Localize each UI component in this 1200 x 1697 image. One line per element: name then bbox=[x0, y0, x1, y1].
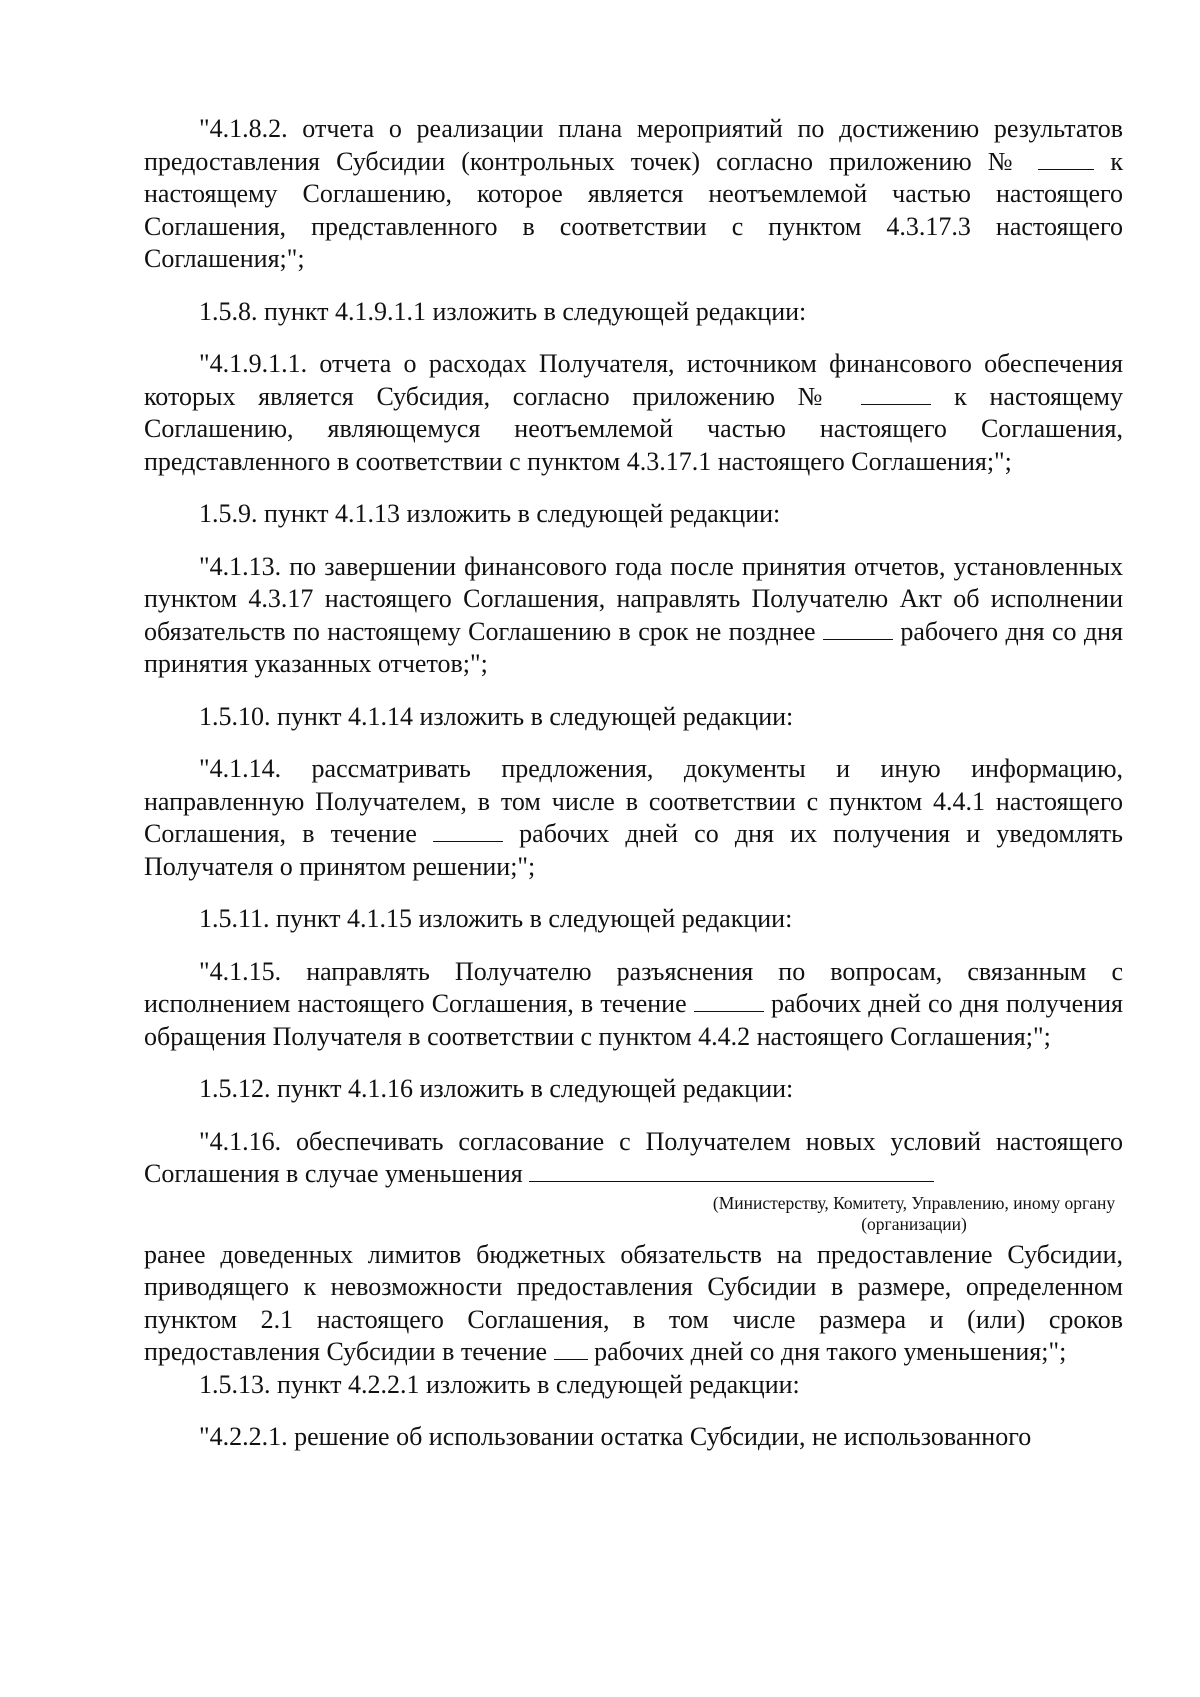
paragraph-4-1-15 bbox=[144, 956, 1123, 1054]
paragraph-4-1-16-continued bbox=[144, 1239, 1123, 1369]
amendment-heading-1-5-12: 1.5.12. пункт 4.1.16 изложить в следующей редакции: bbox=[199, 1074, 794, 1103]
paragraph-text: к настоящему Соглашению, являющемуся неотъемлемой частью настоящего Соглашения, представленного в соответствии с пунктом 4.3.17.1 настоящего Соглашения;"; bbox=[144, 381, 1123, 476]
paragraph-text: рабочих дней со дня такого уменьшения;"; bbox=[587, 1337, 1067, 1366]
paragraph-text: ранее доведенных лимитов бюджетных обязательств на предоставление Субсидии, приводящего к невозможности предоставления Субсидии в размере, определенном пунктом 2.1 настоящего Соглашения, в том числе размера и (или) сроков предоставления Субсидии в течение bbox=[144, 1239, 1123, 1366]
fill-in-blank bbox=[861, 382, 931, 405]
fill-in-blank bbox=[433, 819, 503, 842]
fill-in-blank bbox=[694, 989, 764, 1012]
paragraph-text: рабочего дня со дня принятия указанных отчетов;"; bbox=[144, 616, 1123, 678]
paragraph-4-1-13 bbox=[144, 551, 1123, 681]
paragraph-text: "4.1.9.1.1. отчета о расходах Получателя, источником финансового обеспечения которых является Субсидия, согласно приложению № bbox=[144, 349, 1123, 411]
authority-fill-in-blank bbox=[529, 1159, 934, 1182]
blank-caption: (Министерству, Комитету, Управлению, иному органу (организации) bbox=[712, 1192, 1116, 1234]
paragraph-4-1-8-2 bbox=[144, 113, 1123, 276]
paragraph-4-2-2-1: "4.2.2.1. решение об использовании остатка Субсидии, не использованного bbox=[199, 1422, 1032, 1451]
amendment-heading-1-5-11: 1.5.11. пункт 4.1.15 изложить в следующей редакции: bbox=[199, 904, 793, 933]
paragraph-4-1-16 bbox=[144, 1126, 1123, 1191]
fill-in-blank bbox=[1038, 147, 1094, 170]
paragraph-text: "4.1.8.2. отчета о реализации плана мероприятий по достижению результатов предоставления Субсидии (контрольных точек) согласно приложению № bbox=[144, 114, 1123, 176]
amendment-heading-1-5-13: 1.5.13. пункт 4.2.2.1 изложить в следующей редакции: bbox=[199, 1369, 800, 1399]
fill-in-blank bbox=[823, 617, 893, 640]
paragraph-text: к настоящему Соглашению, которое является неотъемлемой частью настоящего Соглашения, представленного в соответствии с пунктом 4.3.17.3 настоящего Соглашения;"; bbox=[144, 146, 1123, 273]
paragraph-text: "4.1.16. обеспечивать согласование с Получателем новых условий настоящего Соглашения в случае уменьшения bbox=[144, 1126, 1123, 1188]
paragraph-text: "4.1.15. направлять Получателю разъяснения по вопросам, связанным с исполнением настоящего Соглашения, в течение bbox=[144, 956, 1123, 1018]
paragraph-text: "4.1.14. рассматривать предложения, документы и иную информацию, направленную Получателем, в том числе в соответствии с пунктом 4.4.1 настоящего Соглашения, в течение bbox=[144, 754, 1123, 848]
amendment-heading-1-5-9: 1.5.9. пункт 4.1.13 изложить в следующей редакции: bbox=[199, 499, 781, 528]
paragraph-text: рабочих дней со дня их получения и уведомлять Получателя о принятом решении;"; bbox=[144, 819, 1123, 881]
paragraph-text: "4.1.13. по завершении финансового года после принятия отчетов, установленных пунктом 4.3.17 настоящего Соглашения, направлять Получателю Акт об исполнении обязательств по настоящему Соглашению в срок не позднее bbox=[144, 551, 1123, 646]
fill-in-blank bbox=[554, 1337, 588, 1360]
amendment-heading-1-5-8: 1.5.8. пункт 4.1.9.1.1 изложить в следующей редакции: bbox=[199, 296, 807, 326]
paragraph-4-1-14 bbox=[144, 753, 1123, 883]
paragraph-text: рабочих дней со дня получения обращения Получателя в соответствии с пунктом 4.4.2 настоящего Соглашения;"; bbox=[144, 989, 1123, 1051]
paragraph-4-1-9-1-1 bbox=[144, 348, 1123, 478]
amendment-heading-1-5-10: 1.5.10. пункт 4.1.14 изложить в следующей редакции: bbox=[199, 701, 794, 731]
